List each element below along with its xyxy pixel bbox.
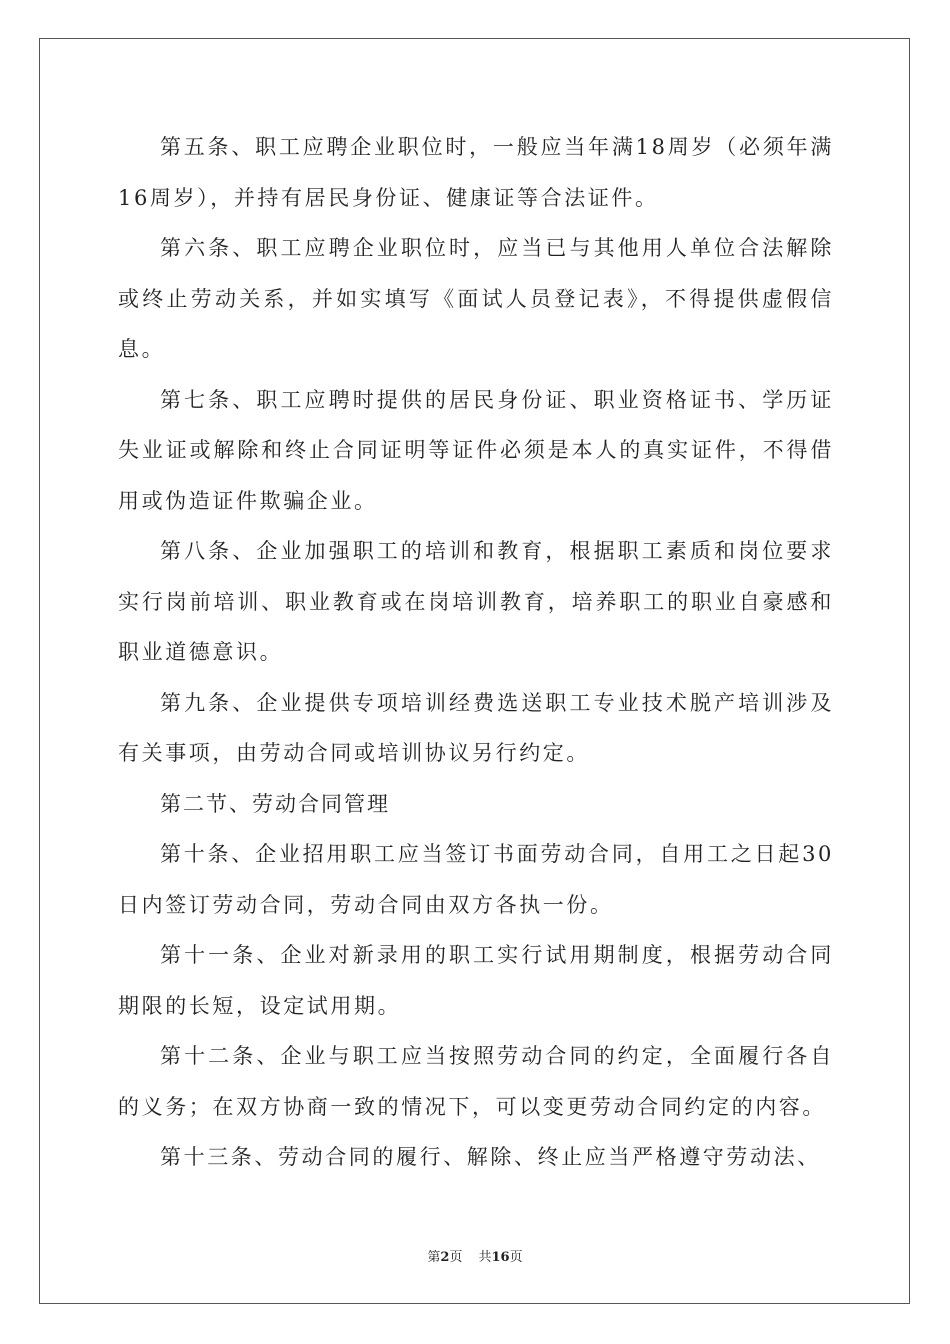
page-prefix: 第 <box>427 1250 441 1265</box>
total-pages: 16 <box>491 1250 510 1265</box>
article-12-paragraph: 第十二条、企业与职工应当按照劳动合同的约定，全面履行各自的义务；在双方协商一致的情况下，可以变更劳动合同约定的内容。 <box>118 1044 834 1119</box>
document-body <box>118 122 834 1183</box>
page-number: 2 <box>440 1250 450 1265</box>
section-2-heading: 第二节、劳动合同管理 <box>160 791 390 816</box>
article-10-paragraph: 第十条、企业招用职工应当签订书面劳动合同，自用工之日起30日内签订劳动合同，劳动合同由双方各执一份。 <box>118 842 834 917</box>
article-7-paragraph: 第七条、职工应聘时提供的居民身份证、职业资格证书、学历证失业证或解除和终止合同证明等证件必须是本人的真实证件，不得借用或伪造证件欺骗企业。 <box>118 387 834 513</box>
total-prefix: 共 <box>478 1250 492 1265</box>
page-suffix: 页 <box>449 1250 463 1265</box>
article-11-paragraph: 第十一条、企业对新录用的职工实行试用期制度，根据劳动合同期限的长短，设定试用期。 <box>118 943 834 1018</box>
article-13-paragraph: 第十三条、劳动合同的履行、解除、终止应当严格遵守劳动法、 <box>160 1145 821 1169</box>
article-6-paragraph: 第六条、职工应聘企业职位时，应当已与其他用人单位合法解除或终止劳动关系，并如实填写《面试人员登记表》，不得提供虚假信息。 <box>118 236 834 361</box>
article-9-paragraph: 第九条、企业提供专项培训经费选送职工专业技术脱产培训涉及有关事项，由劳动合同或培训协议另行约定。 <box>118 690 834 765</box>
page-footer <box>0 1246 950 1265</box>
total-suffix: 页 <box>509 1250 523 1265</box>
article-8-paragraph: 第八条、企业加强职工的培训和教育，根据职工素质和岗位要求实行岗前培训、职业教育或在岗培训教育，培养职工的职业自豪感和职业道德意识。 <box>118 539 834 664</box>
article-5-paragraph: 第五条、职工应聘企业职位时，一般应当年满18周岁（必须年满16周岁），并持有居民身份证、健康证等合法证件。 <box>118 135 834 210</box>
